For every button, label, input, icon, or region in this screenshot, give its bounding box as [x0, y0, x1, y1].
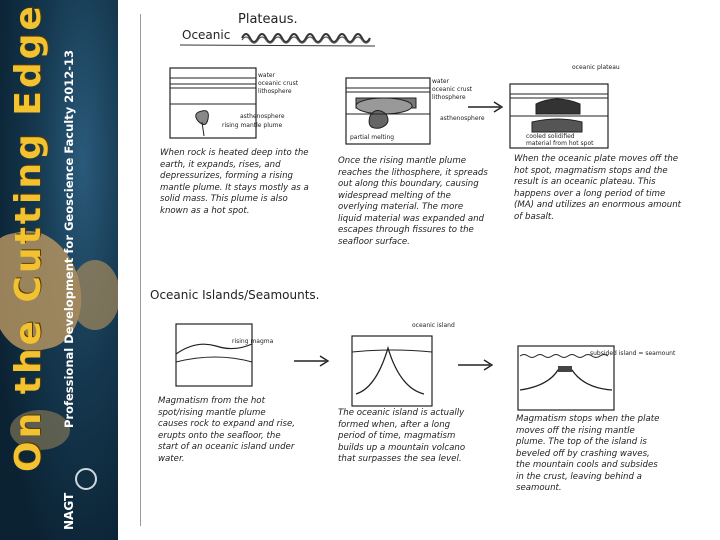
diagram-label: water [258, 72, 276, 79]
heading-underline [180, 40, 380, 50]
diagram-label: lithosphere [258, 88, 292, 95]
globe-icon [75, 468, 97, 490]
nagt-logo: NAGT [62, 492, 76, 530]
diagram-label: partial melting [350, 134, 395, 141]
plateaus-title: Plateaus. [238, 12, 298, 27]
diagram-label: rising magma [232, 338, 274, 345]
arrow-icon [456, 358, 496, 372]
island-diagram-2 [350, 334, 440, 410]
diagram-label: oceanic crust [258, 80, 299, 87]
diagram-label: oceanic island [412, 322, 455, 329]
plateau-caption-3: When the oceanic plate moves off the hot spot, magmatism stops and the result is an oceanic plateau. This happens over a long period of time (MA) and utilizes an enormous amount of basalt. [514, 154, 682, 222]
plateau-caption-2: Once the rising mantle plume reaches the lithosphere, it spreads out along this boundary, causing widespread melting of the overlying material. The more liquid material was expanded and escapes through fissures to the seafloor surface. [338, 156, 488, 247]
island-caption-3: Magmatism stops when the plate moves off the rising mantle plume. The top of the island is beveled off by crashing waves, the mountain cools and subsides in the crust, leaving behind a seamount. [516, 414, 660, 493]
banner [0, 0, 118, 540]
island-caption-2: The oceanic island is actually formed when, after a long period of time, magmatism builds up a mountain volcano that surpasses the sea level. [338, 408, 466, 464]
diagram-label: cooled solidified material from hot spot [526, 133, 594, 147]
plateau-caption-1: When rock is heated deep into the earth, it expands, rises, and depressurizes, forming a rising mantle plume. It stays mostly as a solid mass. This plume is also known as a hot spot. [160, 148, 309, 216]
oceanic-heading: Oceanic [182, 28, 231, 42]
diagram-label: oceanic plateau [572, 64, 620, 71]
diagram-label: rising mantle plume [222, 122, 283, 129]
island-diagram-1 [174, 322, 264, 388]
banner-subtitle: Professional Development for Geoscience Faculty 2012-13 [62, 49, 76, 428]
island-caption-1: Magmatism from the hot spot/rising mantle plume causes rock to expand and rise, erupts onto the seafloor, the start of an oceanic island under water. [158, 396, 296, 464]
diagram-label: asthenosphere [240, 113, 285, 120]
diagram-label: subsided island = seamount [590, 350, 676, 357]
arrow-icon [292, 354, 332, 368]
diagram-label: water [432, 78, 450, 85]
diagram-label: oceanic crust [432, 86, 473, 93]
diagram-label: lithosphere [432, 94, 466, 101]
plateau-diagram-1 [168, 66, 318, 142]
islands-heading: Oceanic Islands/Seamounts. [150, 288, 320, 302]
diagram-label: asthenosphere [440, 115, 485, 122]
banner-title: On the Cutting Edge [8, 3, 49, 472]
page-margin-line [140, 14, 141, 526]
arrow-icon [466, 100, 506, 114]
